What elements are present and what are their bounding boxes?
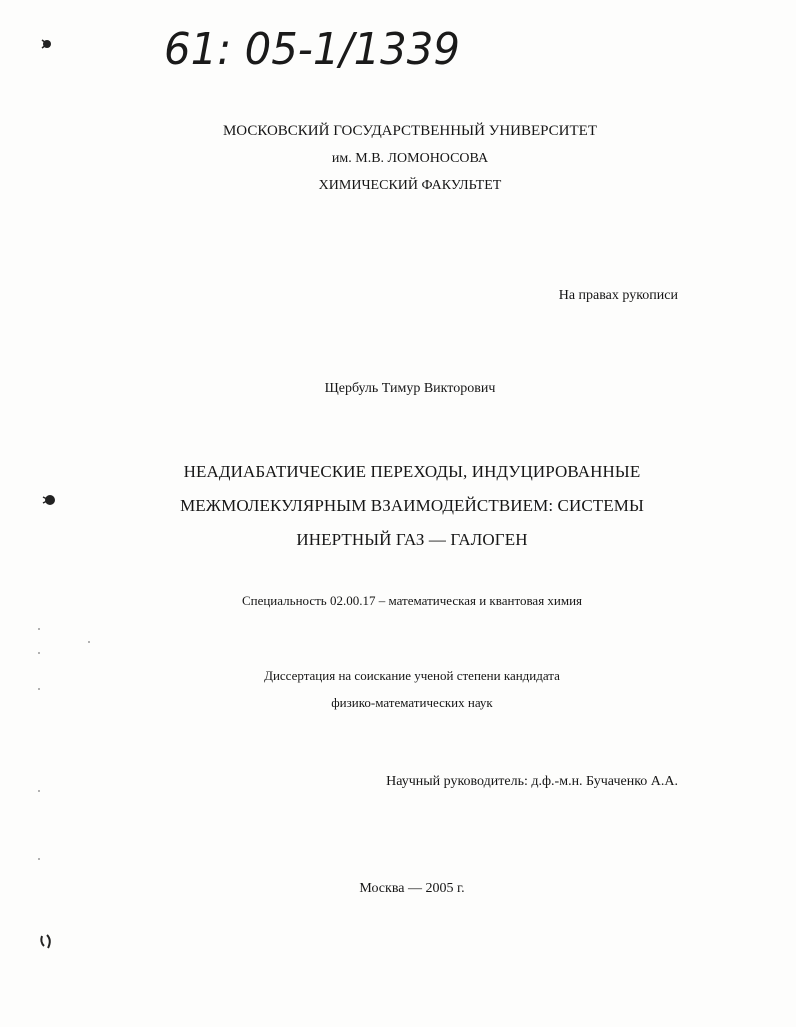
named-after: им. М.В. ЛОМОНОСОВА xyxy=(331,151,489,166)
specialty-line: Специальность 02.00.17 – математическая и квантовая химия xyxy=(241,593,583,608)
scan-blot-mark xyxy=(40,36,60,52)
university-name: МОСКОВСКИЙ ГОСУДАРСТВЕННЫЙ УНИВЕРСИТЕТ xyxy=(222,123,598,139)
manuscript-rights-note: На правах рукописи xyxy=(558,288,678,303)
author-name: Щербуль Тимур Викторович xyxy=(324,381,496,396)
degree-statement-line: физико-математических наук xyxy=(331,695,493,710)
svg-text:61: 05-1/1339: 61: 05-1/1339 xyxy=(164,24,460,75)
scan-blot-mark xyxy=(38,932,58,952)
faculty-name: ХИМИЧЕСКИЙ ФАКУЛЬТЕТ xyxy=(318,178,502,193)
dissertation-title-line: МЕЖМОЛЕКУЛЯРНЫМ ВЗАИМОДЕЙСТВИЕМ: СИСТЕМЫ xyxy=(180,496,644,515)
city-year: Москва — 2005 г. xyxy=(359,881,465,896)
dissertation-title-line: ИНЕРТНЫЙ ГАЗ — ГАЛОГЕН xyxy=(296,530,528,549)
dissertation-title-line: НЕАДИАБАТИЧЕСКИЕ ПЕРЕХОДЫ, ИНДУЦИРОВАННЫЕ xyxy=(183,462,641,481)
handwritten-inventory-number xyxy=(160,10,480,80)
scientific-advisor: Научный руководитель: д.ф.-м.н. Бучаченко А.А. xyxy=(386,774,678,789)
degree-statement-line: Диссертация на соискание ученой степени кандидата xyxy=(264,668,560,683)
